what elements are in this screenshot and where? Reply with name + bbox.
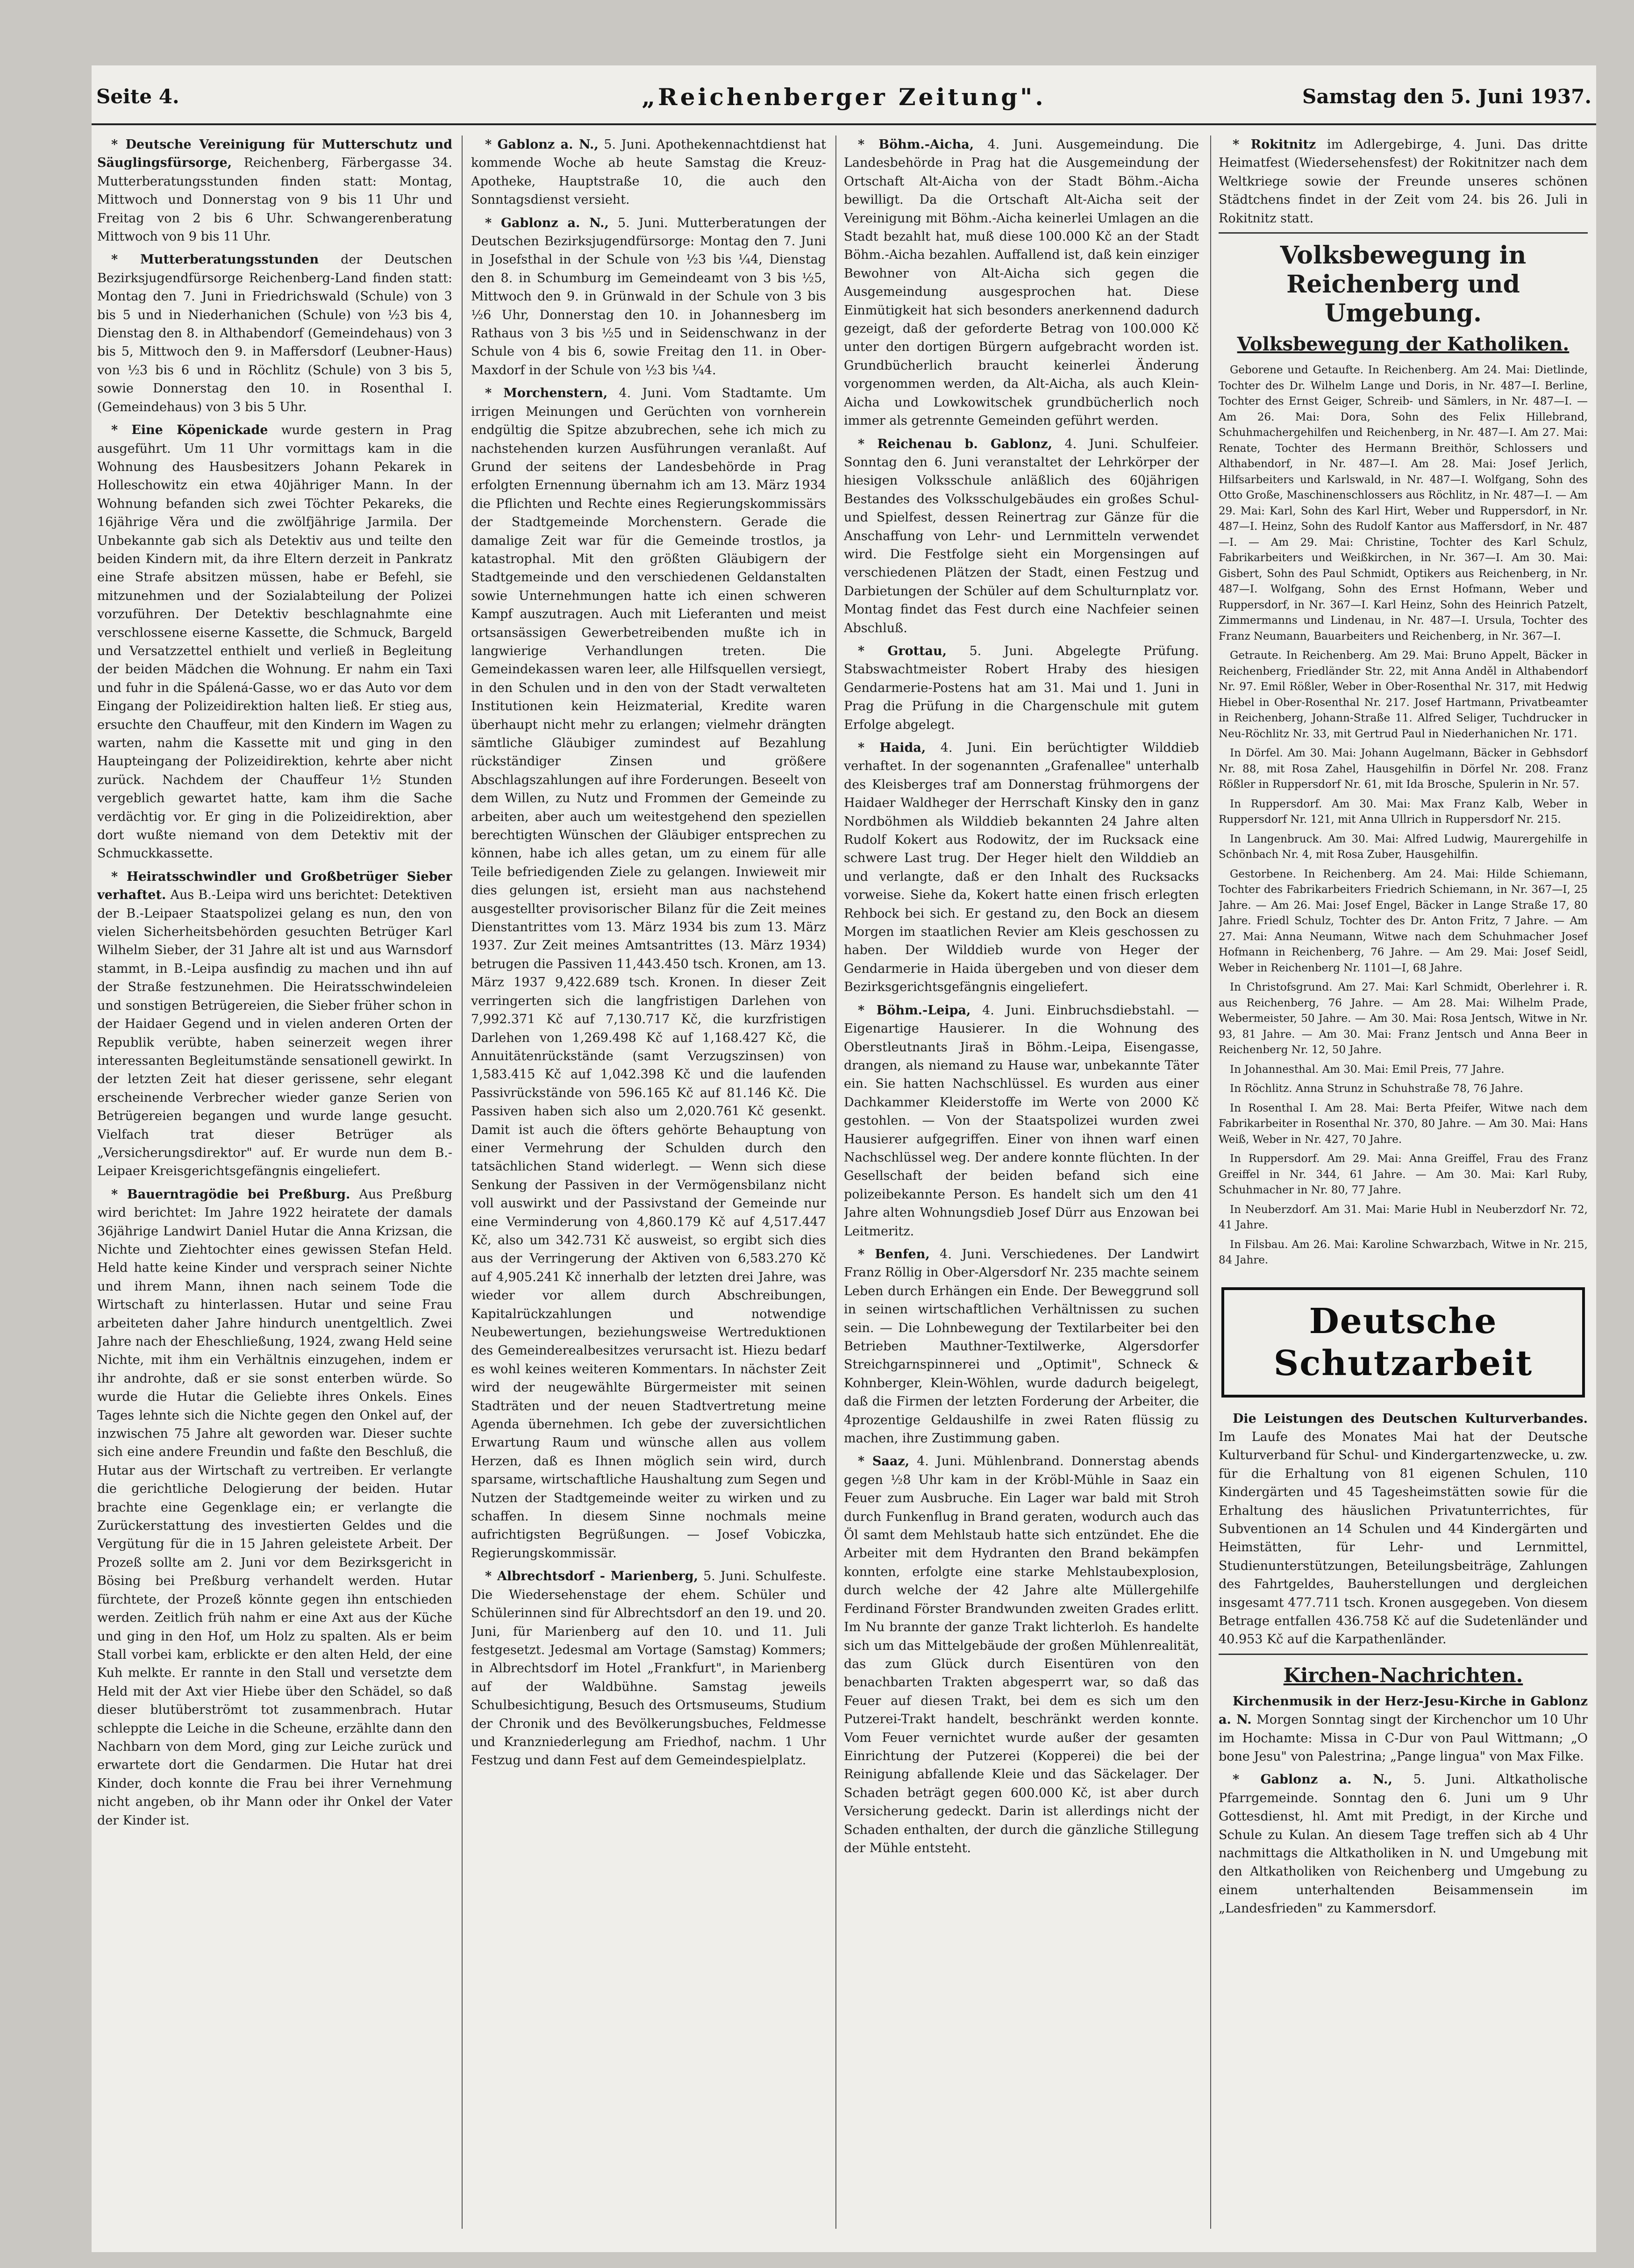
- article-body: Aus Preßburg wird berichtet: Im Jahre 1922 heiratete der damals 36jährige Landwirt Daniel Hutar die Anna Krizsan, die Nichte und Ziehtochter eines gewissen Stefan Held. Held hatte keine Kinder und versprach seiner Nichte und ihrem Mann, ihnen nach seinem Tode die Wirtschaft zu hinterlassen. Hutar und seine Frau arbeiteten daher Jahre hindurch unentgeltlich. Zwei Jahre nach der Eheschließung, 1924, zwang Held seine Nichte, mit ihm ein Verhältnis einzugehen, indem er ihr androhte, daß er sie sonst enterben würde. So wurde die Hutar die Geliebte ihres Onkels. Eines Tages lehnte sich die Nichte gegen den Onkel auf, der inzwischen 75 Jahre alt geworden war. Dieser suchte sich eine andere Freundin und faßte den Beschluß, die Hutar aus der Wirtschaft zu vertreiben. Er verlangte die gerichtliche Delogierung der beiden. Hutar brachte eine Gegenklage ein; er verlangte die Zurückerstattung des investierten Geldes und die Vergütung für die in 15 Jahren geleistete Arbeit. Der Prozeß sollte am 2. Juni vor dem Bezirksgericht in Bösing bei Preßburg verhandelt werden. Hutar fürchtete, der Prozeß könnte gegen ihn entschieden werden. Zeitlich früh nahm er eine Axt aus der Küche und ging in den Hof, um Holz zu spalten. Als er beim Stall vorbei kam, erblickte er den alten Held, der eine Kuh melkte. Er rannte in den Stall und versetzte dem Held mit der Axt vier Hiebe über den Schädel, so daß dieser blutüberströmt tot zusammenbrach. Hutar schleppte die Leiche in die Scheune, erzählte dann den Nachbarn von dem Mord, ging zur Leiche zurück und erwartete dort die Gendarmen. Die Hutar hat drei Kinder, doch konnte die Frau bei ihrer Vernehmung nicht angeben, ob ihr Mann oder ihr Onkel der Vater der Kinder ist.: [97, 1187, 452, 1828]
- article-lead: * Deutsche Vereinigung für Mutterschutz und Säuglingsfürsorge,: [97, 137, 452, 171]
- record-entry: In Johannesthal. Am 30. Mai: Emil Preis, 77 Jahre.: [1230, 1063, 1505, 1076]
- article: [1219, 1410, 1588, 1649]
- article: [97, 1185, 452, 1830]
- section-title: Volksbewegung in Reichenberg und Umgebung.: [1280, 241, 1527, 328]
- column-divider: [1210, 136, 1211, 2229]
- column-divider: [835, 136, 836, 2229]
- page-header: [96, 85, 1591, 118]
- article-body: 4. Juni. Verschiedenes. Der Landwirt Franz Röllig in Ober-Algersdorf Nr. 235 machte seinem Leben durch Erhängen ein Ende. Der Beweggrund soll in seinen wirtschaftlichen Verhältnissen zu suchen sein. — Die Lohnbewegung der Textilarbeiter bei den Betrieben Mauthner-Textilwerke, Algersdorfer Streichgarnspinnerei und „Optimit", Schneck & Kohnberger, Klein-Wöhlen, wurde dadurch beigelegt, daß die Firmen der letzten Forderung der Arbeiter, die 4prozentige Geldaushilfe in zwei Raten flüssig zu machen, ihre Zustimmung gaben.: [844, 1247, 1199, 1446]
- article-lead: * Haida,: [858, 741, 926, 755]
- article-lead: * Saaz,: [858, 1454, 910, 1469]
- section-rule: [1219, 1654, 1588, 1655]
- article-body: der Deutschen Bezirksjugendfürsorge Reichenberg-Land finden statt: Montag den 7. Juni in Friedrichswald (Schule) von 3 bis 5 und in Niederhanichen (Schule) von ½3 bis 4, Dienstag den 8. in Althabendorf (Gemeindehaus) von 3 bis 5, Mittwoch den 9. in Maffersdorf (Leubner-Haus) von ½3 bis 6 und in Röchlitz (Schule) von 3 bis 5, sowie Donnerstag den 10. in Rosenthal I. (Gemeindehaus) von 3 bis 5 Uhr.: [97, 252, 452, 414]
- record-entry: In Filsbau. Am 26. Mai: Karoline Schwarzbach, Witwe in Nr. 215, 84 Jahre.: [1219, 1238, 1588, 1267]
- article-body: 4. Juni. Ausgemeindung. Die Landesbehörde in Prag hat die Ausgemeindung der Ortschaft Alt-Aicha von der Stadt Böhm.-Aicha bewilligt. Da die Ortschaft Alt-Aicha seit der Vereinigung mit Böhm.-Aicha keinerlei Umlagen an die Stadt bezahlt hat, muß diese 100.000 Kč an der Stadt Böhm.-Aicha bezahlen. Auffallend ist, daß kein einziger Bewohner von Alt-Aicha sich gegen die Ausgemeindung ausgesprochen hat. Diese Einmütigkeit hat sich besonders anerkennend dadurch gezeigt, daß der geforderte Betrag von 100.000 Kč unter den dortigen Bürgern aufgebracht worden ist. Grundbücherlich braucht keinerlei Änderung vorgenommen werden, da Alt-Aicha, als auch Klein-Aicha und Lowkowitschek grundbücherlich noch immer als getrennte Gemeinden geführt werden.: [844, 137, 1199, 428]
- record-entry: In Ruppersdorf. Am 30. Mai: Max Franz Kalb, Weber in Ruppersdorf Nr. 121, mit Anna Ullrich in Ruppersdorf Nr. 215.: [1219, 798, 1588, 826]
- article-lead: * Benfen,: [858, 1247, 930, 1262]
- article-body: wurde gestern in Prag ausgeführt. Um 11 Uhr vormittags kam in die Wohnung des Hausbesitzers Johann Pekarek in Holleschowitz ein etwa 40jähriger Mann. In der Wohnung befanden sich zwei Töchter Pekareks, die 16jährige Věra und die zwölfjährige Jarmila. Der Unbekannte gab sich als Detektiv aus und teilte den beiden Kindern mit, da ihre Eltern derzeit in Pankratz eine Strafe absitzen müssen, habe er Befehl, sie mitzunehmen und der Sozialabteilung der Polizei vorzuführen. Der Detektiv beschlagnahmte eine verschlossene eiserne Kassette, die Schmuck, Bargeld und Versatzzettel enthielt und verließ in Begleitung der beiden Mädchen die Wohnung. Er nahm ein Taxi und fuhr in die Spálená-Gasse, wo er das Auto vor dem Eingang der Polizeidirektion halten ließ. Er stieg aus, ersuchte den Chauffeur, mit den Kindern im Wagen zu warten, nahm die Kassette mit und ging in den Haupteingang der Polizeidirektion, kehrte aber nicht zurück. Nachdem der Chauffeur 1½ Stunden vergeblich gewartet hatte, kam ihm die Sache verdächtig vor. Er ging in die Polizeidirektion, aber dort wußte niemand von dem Detektiv mit der Schmuckkassette.: [97, 423, 452, 861]
- article: [844, 739, 1199, 997]
- article-body: 5. Juni. Altkatholische Pfarrgemeinde. Sonntag den 6. Juni um 9 Uhr Gottesdienst, hl. Amt mit Predigt, in der Kirche und Schule zu Kulan. An diesem Tage treffen sich ab 4 Uhr nachmittags die Altkatholiken in N. und Umgebung mit den Altkatholiken von Reichenberg und Umgebung zu einem unterhaltenden Beisammensein im „Landesfrieden" zu Kammersdorf.: [1219, 1772, 1588, 1916]
- article: [844, 435, 1199, 637]
- record-entry: Getraute. In Reichenberg. Am 29. Mai: Bruno Appelt, Bäcker in Reichenberg, Friedländer Str. 22, mit Anna Anděl in Althabendorf Nr. 97. Emil Rößler, Weber in Ober-Rosenthal Nr. 317, mit Hedwig Hiebel in Ober-Rosenthal Nr. 217. Josef Hartmann, Privatbeamter in Reichenberg, Johann-Straße 11. Alfred Seliger, Tuchdrucker in Neu-Röchlitz Nr. 33, mit Gertrud Paul in Niederhanichen Nr. 171.: [1219, 649, 1588, 740]
- article-lead: * Böhm.-Aicha,: [858, 137, 974, 152]
- schutzarbeit-box: Deutsche Schutzarbeit: [1221, 1287, 1585, 1398]
- article: [844, 136, 1199, 430]
- article-body: 4. Juni. Schulfeier. Sonntag den 6. Juni veranstaltet der Lehrkörper der hiesigen Volksschule anläßlich des 60jährigen Bestandes des Volksschulgebäudes ein großes Schul- und Spielfest, dessen Reinertrag zur Gänze für die Anschaffung von Lehr- und Lernmitteln verwendet wird. Die Festfolge sieht ein Morgensingen auf verschiedenen Plätzen der Stadt, einen Festzug und Darbietungen der Schüler auf dem Schulturnplatz vor. Montag findet das Fest durch eine Nachfeier seinen Abschluß.: [844, 436, 1199, 635]
- record-entry: In Röchlitz. Anna Strunz in Schuhstraße 78, 76 Jahre.: [1230, 1083, 1523, 1095]
- article-lead: * Böhm.-Leipa,: [858, 1003, 971, 1018]
- article: [471, 136, 826, 209]
- record-entry: In Ruppersdorf. Am 29. Mai: Anna Greiffel, Frau des Franz Greiffel in Nr. 344, 61 Jahre. — Am 30. Mai: Karl Ruby, Schuhmacher in Nr. 80, 77 Jahre.: [1219, 1153, 1588, 1197]
- article-lead: * Rokitnitz: [1233, 137, 1316, 152]
- article: [97, 421, 452, 863]
- article-body: 5. Juni. Abgelegte Prüfung. Stabswachtmeister Robert Hraby des hiesigen Gendarmerie-Postens hat am 31. Mai und 1. Juni in Prag die Prüfung in die Chargenschule mit gutem Erfolge abgelegt.: [844, 643, 1199, 732]
- article-body: 4. Juni. Ein berüchtigter Wilddieb verhaftet. In der sogenannten „Grafenallee" unterhalb des Kleisberges traf am Donnerstag frühmorgens der Haidaer Waldheger der Herrschaft Kinsky den in ganz Nordböhmen als Wilddieb bekannten 24 Jahre alten Rudolf Kokert aus Rodowitz, der im Rucksack eine schwere Last trug. Der Heger hielt den Wilddieb an und verlangte, daß er den Inhalt des Rucksacks vorweise. Siehe da, Kokert hatte einen frisch erlegten Rehbock bei sich. Er gestand zu, den Bock an diesem Morgen im staatlichen Revier am Kleis geschossen zu haben. Der Wilddieb wurde von Heger der Gendarmerie in Haida übergeben und von dieser dem Bezirksgerichtsgefängnis eingeliefert.: [844, 741, 1199, 995]
- section-rule: [1219, 232, 1588, 234]
- article-body: 5. Juni. Mutterberatungen der Deutschen Bezirksjugendfürsorge: Montag den 7. Juni in Josefsthal in der Schule von ½3 bis ¼4, Dienstag den 8. in Schumburg im Gemeindeamt von 3 bis ½5, Mittwoch den 9. in Grünwald in der Schule von 3 bis ½6 Uhr, Donnerstag den 10. in Johannesberg im Rathaus von 3 bis ½5 und in Seidenschwanz in der Schule von 4 bis 6, sowie Freitag den 11. in Ober-Maxdorf in der Schule von ½3 bis ¼4.: [471, 215, 826, 378]
- article-body: 5. Juni. Schulfeste. Die Wiedersehenstage der ehem. Schüler und Schülerinnen sind für Albrechtsdorf an den 19. und 20. Juni, für Marienberg auf den 10. und 11. Juli festgesetzt. Jedesmal am Vortage (Samstag) Kommers; in Albrechtsdorf im Hotel „Frankfurt", in Marienberg auf der Waldbühne. Samstag jeweils Schulbesichtigung, Besuch des Ortsmuseums, Studium der Chronik und des Bevölkerungsbuches, Feldmesse und Kranzniederlegung am Friedhof, nachm. 1 Uhr Festzug und dann Fest auf dem Gemeindespielplatz.: [471, 1569, 826, 1768]
- article-lead: * Gablonz a. N.,: [485, 215, 609, 230]
- record-entry: In Neuberzdorf. Am 31. Mai: Marie Hubl in Neuberzdorf Nr. 72, 41 Jahre.: [1219, 1203, 1588, 1232]
- record-entry: In Christofsgrund. Am 27. Mai: Karl Schmidt, Oberlehrer i. R. aus Reichenberg, 76 Jahre. — Am 28. Mai: Wilhelm Prade, Webermeister, 50 Jahre. — Am 30. Mai: Rosa Jentsch, Witwe in Nr. 93, 81 Jahre. — Am 30. Mai: Franz Jentsch und Anna Beer in Reichenberg Nr. 12, 50 Jahre.: [1219, 981, 1588, 1056]
- article-lead: * Bauerntragödie bei Preßburg.: [111, 1187, 350, 1202]
- article-body: 4. Juni. Einbruchsdiebstahl. — Eigenartige Hausierer. In die Wohnung des Oberstleutnants Jiraš in Böhm.-Leipa, Eisengasse, drangen, als niemand zu Hause war, unbekannte Täter ein. Sie hatten Nachschlüssel. Es wurden aus einer Dachkammer Kleiderstoffe im Werte von 2000 Kč gestohlen. — Von der Staatspolizei wurden zwei Hausierer aufgegriffen. Einer von ihnen warf einen Nachschlüssel weg. Der andere konnte flüchten. In der Gesellschaft der beiden befand sich eine polizeibekannte Person. Es handelt sich um den 41 Jahre alten Wohnungsdieb Josef Dürr aus Enzowan bei Leitmeritz.: [844, 1003, 1199, 1239]
- church-news-title: Kirchen-Nachrichten.: [1283, 1663, 1523, 1687]
- article: [844, 1452, 1199, 1857]
- column-1: [97, 136, 452, 2229]
- section-subtitle: Volksbewegung der Katholiken.: [1237, 333, 1570, 356]
- newspaper-page: [92, 65, 1596, 2252]
- vital-records: [1219, 363, 1588, 1269]
- article-body: Aus B.-Leipa wird uns berichtet: Detektiven der B.-Leipaer Staatspolizei gelang es nun, den von vielen Sicherheitsbehörden gesuchten Betrüger Karl Wilhelm Sieber, der 31 Jahre alt ist und aus Warnsdorf stammt, in B.-Leipa ausfindig zu machen und ihn auf der Straße festzunehmen. Die Heiratsschwindeleien und sonstigen Betrügereien, die Sieber früher schon in der Haidaer Gegend und in vielen anderen Orten der Republik verübte, haben seinerzeit wegen ihrer interessanten Begleitumstände sensationell gewirkt. In der letzten Zeit hat dieser gerissene, sehr elegant erscheinende Verbrecher wieder ganze Serien von Betrügereien begangen und wurde lange gesucht. Vielfach trat dieser Betrüger als „Versicherungsdirektor" auf. Er wurde nun dem B.-Leipaer Kreisgerichtsgefängnis eingeliefert.: [97, 888, 452, 1179]
- column-divider: [462, 136, 463, 2229]
- article: [844, 1001, 1199, 1241]
- article-lead: * Albrechtsdorf - Marienberg,: [485, 1569, 699, 1584]
- article: [1219, 1770, 1588, 1918]
- article-body: Morgen Sonntag singt der Kirchenchor um 10 Uhr im Hochamte: Missa in C-Dur von Paul Wittmann; „O bone Jesu" von Palestrina; „Pange lingua" von Max Filke.: [1219, 1712, 1588, 1764]
- article: [1219, 136, 1588, 228]
- column-4: [1219, 136, 1588, 2229]
- column-3: [844, 136, 1199, 2229]
- article-lead: * Morchenstern,: [485, 386, 608, 401]
- article: [97, 136, 452, 246]
- article-body: 5. Juni. Apothekennachtdienst hat kommende Woche ab heute Samstag die Kreuz-Apotheke, Hauptstraße 10, die auch den Sonntagsdienst versieht.: [471, 137, 826, 207]
- article-body: Reichenberg, Färbergasse 34. Mutterberatungsstunden finden statt: Montag, Mittwoch und Donnerstag von 9 bis 11 Uhr und Freitag von 2 bis 6 Uhr. Schwangerenberatung Mittwoch von 9 bis 11 Uhr.: [97, 156, 452, 244]
- record-entry: Gestorbene. In Reichenberg. Am 24. Mai: Hilde Schiemann, Tochter des Fabrikarbeiters Friedrich Schiemann, in Nr. 367—I, 25 Jahre. — Am 26. Mai: Josef Engel, Bäcker in Lange Straße 17, 80 Jahre. Friedl Schulz, Tochter des Dr. Anton Fritz, 7 Jahre. — Am 27. Mai: Anna Neumann, Witwe nach dem Schuhmacher Josef Hofmann in Reichenberg, 76 Jahre. — Am 29. Mai: Josef Seidl, Weber in Reichenberg Nr. 1101—I, 68 Jahre.: [1219, 868, 1588, 974]
- article: [471, 214, 826, 380]
- record-entry: Geborene und Getaufte. In Reichenberg. Am 24. Mai: Dietlinde, Tochter des Dr. Wilhelm Lange und Doris, in Nr. 487—I. Berline, Tochter des Ernst Geiger, Schreib- und Sämlers, in Nr. 487—I. — Am 26. Mai: Dora, Sohn des Felix Hillebrand, Schuhmachergehilfen und Reichenberg, in Nr. 487—I. Am 27. Mai: Renate, Tochter des Hermann Breithör, Schlossers und Althabendorf, in Nr. 487—I. Am 28. Mai: Josef Jerlich, Hilfsarbeiters und Karlswald, in Nr. 487—I. Wolfgang, Sohn des Otto Große, Maschinenschlossers aus Röchlitz, in Nr. 487—I. — Am 29. Mai: Karl, Sohn des Karl Hirt, Weber und Ruppersdorf, in Nr. 487—I. Heinz, Sohn des Rudolf Kantor aus Maffersdorf, in Nr. 487—I. — Am 29. Mai: Christine, Tochter des Karl Schulz, Fabrikarbeiters und Weißkirchen, in Nr. 367—I. Am 30. Mai: Gisbert, Sohn des Paul Schmidt, Optikers aus Reichenberg, in Nr. 487—I. Wolfgang, Sohn des Ernst Hofmann, Weber und Ruppersdorf, in Nr. 367—I. Karl Heinz, Sohn des Heinrich Patzelt, Zimmermanns und Lindenau, in Nr. 487—I. Ursula, Tochter des Franz Neumann, Bauarbeiters und Reichenberg, in Nr. 367—I.: [1219, 364, 1588, 642]
- article-lead: * Gablonz a. N.,: [1233, 1772, 1392, 1787]
- article-lead: * Grottau,: [858, 643, 947, 658]
- issue-date: Samstag den 5. Juni 1937.: [1302, 85, 1591, 108]
- article: [471, 384, 826, 1562]
- article: [97, 250, 452, 416]
- article: [844, 1245, 1199, 1448]
- article: [1219, 1692, 1588, 1766]
- masthead: „Reichenberger Zeitung".: [642, 83, 1046, 111]
- article-lead: * Reichenau b. Gablonz,: [858, 436, 1053, 451]
- article-body: 4. Juni. Mühlenbrand. Donnerstag abends gegen ½8 Uhr kam in der Kröbl-Mühle in Saaz ein Feuer zum Ausbruche. Ein Lager war bald mit Stroh durch Funkenflug in Brand geraten, wodurch auch das Öl samt dem Mehlstaub hatte sich entzündet. Ehe die Arbeiter mit dem Hydranten den Brand bekämpfen konnten, erfolgte eine starke Mehlstaubexplosion, durch welche der 42 Jahre alte Müllergehilfe Ferdinand Förster Brandwunden zweiten Grades erlitt. Im Nu brannte der ganze Trakt lichterloh. Es handelte sich um das Mittelgebäude der großen Mühlenrealität, das zum Glück durch Eisentüren von den benachbarten Trakten abgesperrt war, so daß das Feuer auf diesen Trakt, bei dem es sich um den Putzerei-Trakt handelt, beschränkt werden konnte. Vom Feuer vernichtet wurde außer der gesamten Einrichtung der Putzerei (Kopperei) die bei der Reinigung abfallende Kleie und das Säckelager. Der Schaden beträgt gegen 600.000 Kč, ist aber durch Versicherung gedeckt. Darin ist allerdings nicht der Schaden enthalten, der durch die gänzliche Stillegung der Mühle entsteht.: [844, 1454, 1199, 1855]
- article-lead: Kirchenmusik in der Herz-Jesu-Kirche in Gablonz a. N.: [1219, 1694, 1588, 1727]
- article: [471, 1567, 826, 1769]
- article-body: 4. Juni. Vom Stadtamte. Um irrigen Meinungen und Gerüchten von vornherein endgültig die Spitze abzubrechen, sehe ich mich zu nachstehenden kurzen Ausführungen veranlaßt. Auf Grund der seitens der Landesbehörde in Prag erfolgten Ernennung übernahm ich am 13. März 1934 die Pflichten und Rechte eines Regierungskommissärs der Stadtgemeinde Morchenstern. Gerade die damalige Zeit war für die Gemeinde trostlos, ja katastrophal. Mit den größten Gläubigern der Stadtgemeinde und den verschiedenen Geldanstalten sowie Unternehmungen hatte ich einen schweren Kampf auszutragen. Auch mit Lieferanten und meist ortsansässigen Gewerbetreibenden mußte ich in langwierige Verhandlungen treten. Die Gemeindekassen waren leer, alle Hilfsquellen versiegt, in den Schulen und in den von der Stadt verwalteten Institutionen kein Heizmaterial, Kredite waren überhaupt nicht mehr zu erlangen; vielmehr drängten sämtliche Gläubiger zumindest auf Bezahlung rückständiger Zinsen und größere Abschlagszahlungen auf ihre Forderungen. Beseelt von dem Willen, zu Nutz und Frommen der Gemeinde zu arbeiten, aber auch um weitestgehend den speziellen berechtigten Wünschen der Gläubiger entsprechen zu können, habe ich alles getan, um zu einem für alle Teile befriedigenden Ziele zu gelangen. Inwieweit mir dies gelungen ist, ersieht man aus nachstehend ausgestellter provisorischer Bilanz für die Zeit meines Dienstantrittes vom 13. März 1934 bis zum 13. März 1937. Zur Zeit meines Amtsantrittes (13. März 1934) betrugen die Passiven 11,443.450 tsch. Kronen, am 13. März 1937 9,422.689 tsch. Kronen. In dieser Zeit verringerten sich die langfristigen Darlehen von 7,992.371 Kč auf 7,130.717 Kč, die kurzfristigen Darlehen von 1,269.498 Kč auf 1,168.427 Kč, die Annuitätenrückstände (samt Verzugszinsen) von 1,583.415 Kč auf 1,042.398 Kč und die laufenden Passivrückstände von 596.165 Kč auf 81.146 Kč. Die Passiven haben sich also um 2,020.761 Kč gesenkt. Damit ist auch die öfters gehörte Behauptung von einer Vermehrung der Schulden durch den tatsächlichen Stand widerlegt. — Wenn sich diese Senkung der Passiven in der Vermögensbilanz nicht voll auswirkt und der Passivstand der Gemeinde nur eine Verminderung von 4,860.179 Kč auf 4,517.447 Kč, also um 342.731 Kč ausweist, so ergibt sich dies aus der Verringerung der Aktiven von 6,583.270 Kč auf 4,905.241 Kč innerhalb der letzten drei Jahre, was wieder vor allem durch Abschreibungen, Kapitalrückzahlungen und notwendige Neubewertungen, beziehungsweise Wertreduktionen des Gemeinderealbesitzes verursacht ist. Hiezu bedarf es wohl keines weiteren Kommentars. In nächster Zeit wird der neugewählte Bürgermeister mit seinen Stadträten und der neuen Stadtvertretung meine Agenda übernehmen. Ich gebe der zuversichtlichen Erwartung Raum und wünsche allen aus vollem Herzen, daß es Ihnen möglich sein wird, durch sparsame, wirtschaftliche Haushaltung zum Segen und Nutzen der Stadtgemeinde weiter zu wirken und zu schaffen. In diesem Sinne nochmals meine aufrichtigsten Begrüßungen. — Josef Vobiczka, Regierungskommissär.: [471, 386, 826, 1561]
- article: [844, 642, 1199, 734]
- article-lead: * Gablonz a. N.,: [485, 137, 599, 152]
- article-body: im Adlergebirge, 4. Juni. Das dritte Heimatfest (Wiedersehensfest) der Rokitnitzer nach dem Weltkriege sowie der Freunde unseres schönen Städtchens findet in der Zeit vom 24. bis 26. Juli in Rokitnitz statt.: [1219, 137, 1588, 226]
- article-body: Im Laufe des Monates Mai hat der Deutsche Kulturverband für Schul- und Kindergartenzwecke, u. zw. für die Erhaltung von 81 eigenen Schulen, 110 Kindergärten und 45 Tagesheimstätten sowie für die Erhaltung des häuslichen Privatunterrichtes, für Subventionen an 14 Schulen und 44 Kindergärten und Heimstätten, für Lehr- und Lernmittel, Studienunterstützungen, Beteilungsbeiträge, Zahlungen des Fahrtgeldes, Bauherstellungen und dergleichen insgesamt 477.711 tsch. Kronen ausgegeben. Von diesem Betrage entfallen 436.758 Kč auf die Sudetenländer und 40.953 Kč auf die Karpathenländer.: [1219, 1429, 1588, 1647]
- article-lead: * Heiratsschwindler und Großbetrüger Sieber verhaftet.: [97, 869, 452, 903]
- record-entry: In Dörfel. Am 30. Mai: Johann Augelmann, Bäcker in Gebhsdorf Nr. 88, mit Rosa Zahel, Hausgehilfin in Dörfel Nr. 208. Franz Rößler in Ruppersdorf Nr. 61, mit Ida Brosche, Spulerin in Nr. 57.: [1219, 747, 1588, 791]
- article: [97, 868, 452, 1181]
- article-lead: * Mutterberatungsstunden: [111, 252, 319, 267]
- article-lead: Die Leistungen des Deutschen Kulturverbandes.: [1233, 1411, 1588, 1426]
- page-number: Seite 4.: [96, 85, 179, 108]
- record-entry: In Rosenthal I. Am 28. Mai: Berta Pfeifer, Witwe nach dem Fabrikarbeiter in Rosenthal Nr. 370, 80 Jahre. — Am 30. Mai: Hans Weiß, Weber in Nr. 427, 70 Jahre.: [1219, 1102, 1588, 1146]
- column-2: [471, 136, 826, 2229]
- record-entry: In Langenbruck. Am 30. Mai: Alfred Ludwig, Maurergehilfe in Schönbach Nr. 4, mit Rosa Zuber, Hausgehilfin.: [1219, 833, 1588, 861]
- header-rule: [92, 123, 1596, 125]
- article-lead: * Eine Köpenickade: [111, 423, 268, 438]
